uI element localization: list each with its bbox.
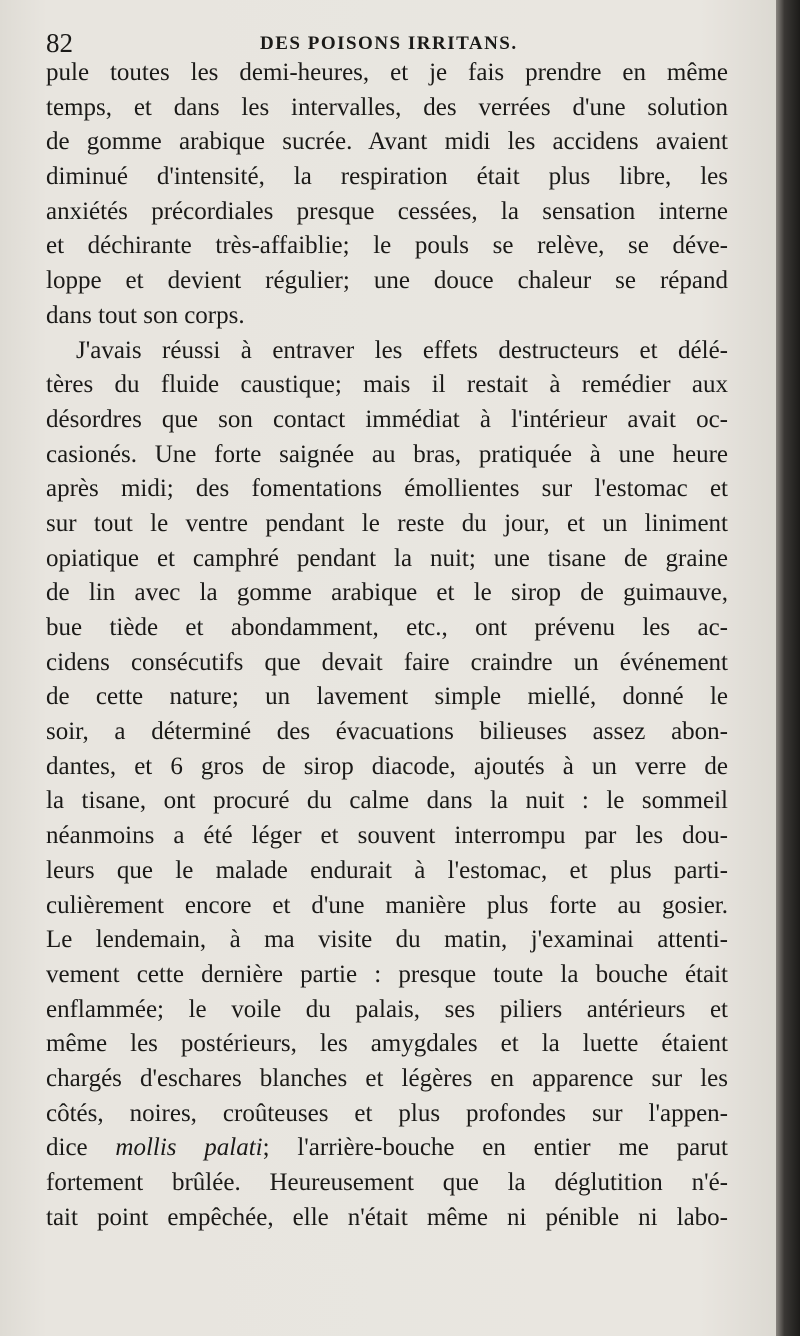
text-line: enflammée; le voile du palais, ses piliers antérieurs et bbox=[46, 995, 728, 1023]
book-spine-shadow bbox=[776, 0, 800, 1336]
text-line: de lin avec la gomme arabique et le sirop de guimauve, bbox=[46, 579, 728, 607]
text-line: chargés d'eschares blanches et légères en apparence sur les bbox=[46, 1064, 728, 1092]
text-line: sur tout le ventre pendant le reste du jour, et un liniment bbox=[46, 509, 728, 537]
text-line: de cette nature; un lavement simple miellé, donné le bbox=[46, 683, 728, 711]
text-line: même les postérieurs, les amygdales et la luette étaient bbox=[46, 1030, 728, 1058]
text-line-with-italic bbox=[46, 1131, 728, 1166]
text-line: anxiétés précordiales presque cessées, la sensation interne bbox=[46, 197, 728, 225]
latin-term: mollis palati bbox=[115, 1134, 263, 1162]
text-line: temps, et dans les intervalles, des verrées d'une solution bbox=[46, 93, 728, 121]
text-line: pule toutes les demi-heures, et je fais prendre en même bbox=[46, 59, 728, 86]
text-line: casionés. Une forte saignée au bras, pratiquée à une heure bbox=[46, 440, 728, 468]
text-line: dans tout son corps. bbox=[46, 301, 245, 329]
body-text bbox=[46, 56, 728, 1235]
text-line: et déchirante très-affaiblie; le pouls se relève, se déve- bbox=[46, 232, 728, 260]
text-fragment: ; l'arrière-bouche en entier me parut bbox=[262, 1134, 728, 1162]
page-number: 82 bbox=[46, 28, 73, 58]
text-line: tait point empêchée, elle n'était même ni pénible ni labo- bbox=[46, 1203, 728, 1231]
text-line: leurs que le malade endurait à l'estomac, et plus parti- bbox=[46, 856, 728, 884]
text-line: J'avais réussi à entraver les effets destructeurs et délé- bbox=[76, 336, 728, 364]
text-line: tères du fluide caustique; mais il restait à remédier aux bbox=[46, 371, 728, 399]
text-line: néanmoins a été léger et souvent interrompu par les dou- bbox=[46, 822, 728, 850]
running-title: DES POISONS IRRITANS. bbox=[260, 33, 518, 54]
text-line: dantes, et 6 gros de sirop diacode, ajoutés à un verre de bbox=[46, 752, 728, 780]
text-line: désordres que son contact immédiat à l'intérieur avait oc- bbox=[46, 405, 728, 433]
text-line: cidens consécutifs que devait faire craindre un événement bbox=[46, 648, 728, 676]
text-line: culièrement encore et d'une manière plus forte au gosier. bbox=[46, 891, 728, 919]
text-line: vement cette dernière partie : presque toute la bouche était bbox=[46, 960, 728, 988]
text-line: opiatique et camphré pendant la nuit; une tisane de graine bbox=[46, 544, 728, 572]
text-line: la tisane, ont procuré du calme dans la nuit : le sommeil bbox=[46, 787, 728, 815]
text-line: de gomme arabique sucrée. Avant midi les accidens avaient bbox=[46, 128, 728, 156]
text-line: côtés, noires, croûteuses et plus profondes sur l'appen- bbox=[46, 1099, 728, 1127]
text-fragment: dice bbox=[46, 1134, 116, 1162]
text-line: loppe et devient régulier; une douce chaleur se répand bbox=[46, 267, 728, 295]
text-line: après midi; des fomentations émollientes sur l'estomac et bbox=[46, 475, 728, 503]
text-line: fortement brûlée. Heureusement que la déglutition n'é- bbox=[46, 1169, 728, 1196]
text-line: soir, a déterminé des évacuations bilieuses assez abon- bbox=[46, 718, 728, 746]
text-line: diminué d'intensité, la respiration était plus libre, les bbox=[46, 163, 728, 191]
text-line: bue tiède et abondamment, etc., ont prévenu les ac- bbox=[46, 614, 728, 641]
text-line: Le lendemain, à ma visite du matin, j'examinai attenti- bbox=[46, 926, 728, 954]
